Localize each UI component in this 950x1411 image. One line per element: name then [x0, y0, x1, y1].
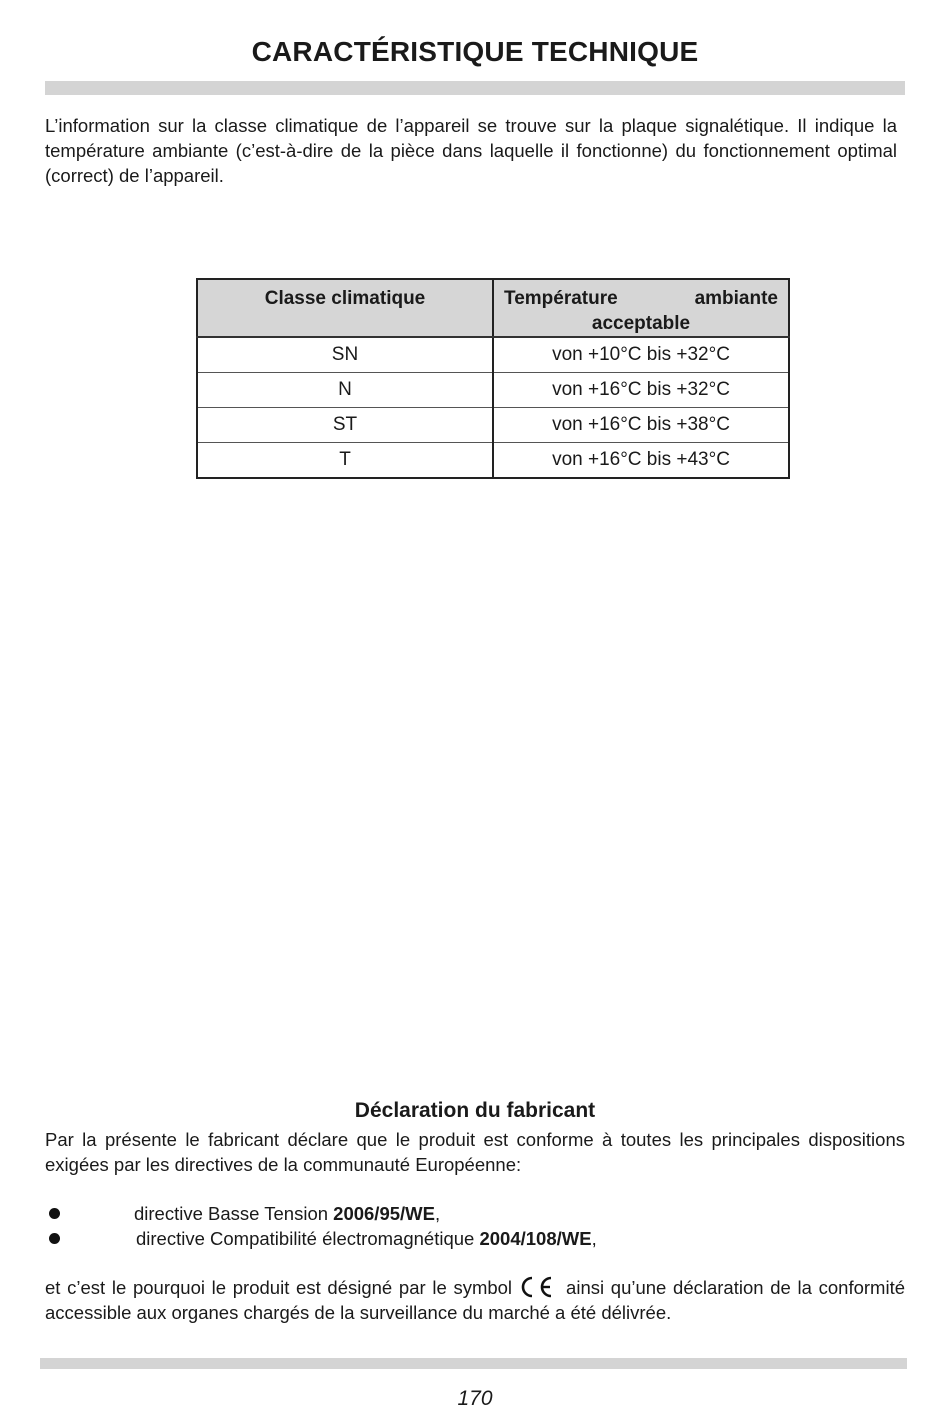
page-title: CARACTÉRISTIQUE TECHNIQUE [251, 36, 699, 67]
climate-class-table [196, 278, 790, 479]
climate-class-cell: N [197, 373, 493, 408]
temperature-range-cell: von +16°C bis +38°C [493, 408, 789, 443]
temperature-range-cell: von +16°C bis +43°C [493, 443, 789, 479]
climate-class-cell: ST [197, 408, 493, 443]
climate-class-cell: T [197, 443, 493, 479]
table-row [197, 337, 789, 373]
table-header-row [197, 279, 789, 337]
bullet-icon [49, 1208, 60, 1219]
page-number: 170 [457, 1387, 493, 1410]
declaration-title: Déclaration du fabricant [354, 1099, 596, 1122]
directive-text [136, 1226, 597, 1251]
column-header-climate-class: Classe climatique [197, 279, 493, 337]
ce-mark-icon [518, 1275, 556, 1299]
intro-paragraph: L’information sur la classe climatique de l’appareil se trouve sur la plaque signalétique. Il indique la température ambiante (c’est-à-dire de la pièce dans laquelle il fonctionne) du fonctionnement optimal (correct) de l’appareil. [45, 115, 897, 186]
directive-text [134, 1201, 440, 1226]
header-divider [45, 81, 905, 95]
closing-text-before: et c’est le pourquoi le produit est désigné par le symbol [45, 1277, 513, 1298]
closing-text-after: ainsi qu’une déclaration de la conformité accessible aux organes chargés de la surveillance du marché a été délivrée. [45, 1277, 905, 1323]
table-row [197, 373, 789, 408]
directive-suffix: , [591, 1228, 597, 1249]
directive-suffix: , [434, 1203, 441, 1224]
temperature-range-cell: von +10°C bis +32°C [493, 337, 789, 373]
declaration-paragraph: Par la présente le fabricant déclare que le produit est conforme à toutes les principales dispositions exigées par les directives de la communauté Européenne: [45, 1129, 905, 1175]
directive-code: 2004/108/WE [479, 1228, 592, 1249]
bullet-icon [49, 1233, 60, 1244]
directive-list [45, 1201, 905, 1251]
directive-code: 2006/95/WE [333, 1203, 435, 1224]
table-row [197, 443, 789, 479]
directive-prefix: directive Compatibilité électromagnétique [136, 1228, 480, 1249]
list-item [45, 1226, 905, 1251]
column-header-ambient-temperature: Température ambiante acceptable [493, 279, 789, 337]
climate-class-cell: SN [197, 337, 493, 373]
list-item [45, 1201, 905, 1226]
table-row [197, 408, 789, 443]
footer-divider [40, 1358, 907, 1369]
temperature-range-cell: von +16°C bis +32°C [493, 373, 789, 408]
closing-paragraph [45, 1275, 905, 1325]
directive-prefix: directive Basse Tension [134, 1203, 334, 1224]
